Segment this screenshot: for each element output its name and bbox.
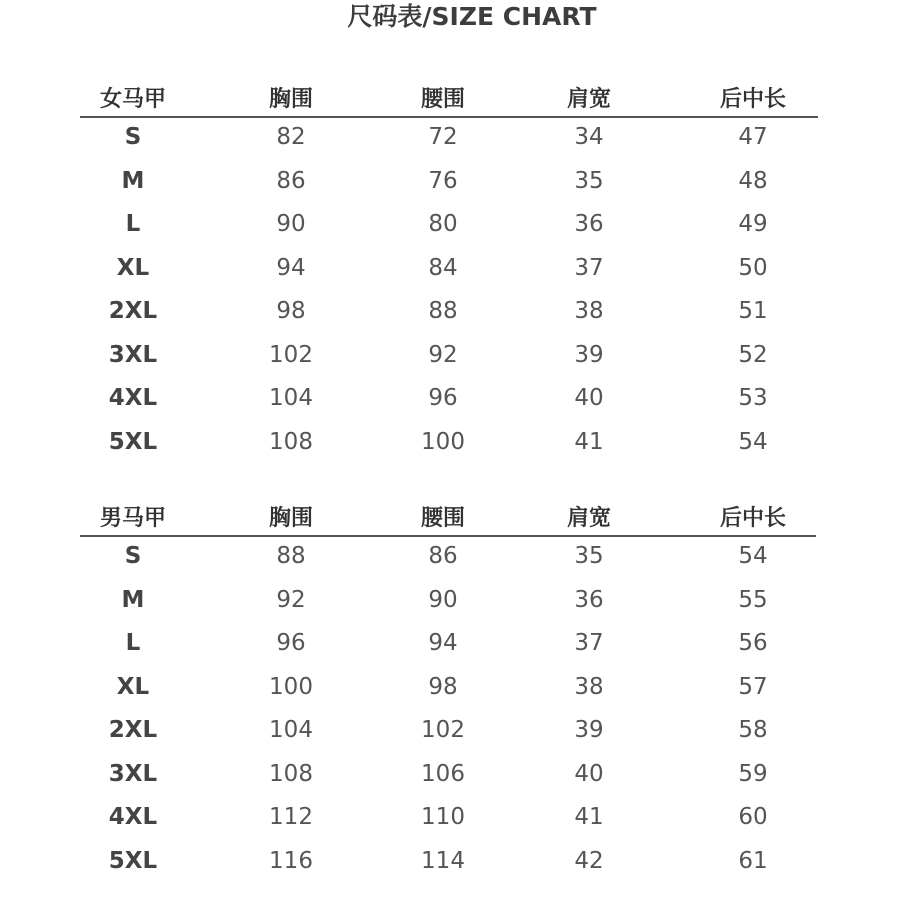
shoulder-cell: 36 xyxy=(574,211,604,237)
size-cell: 3XL xyxy=(108,341,158,368)
size-cell: M xyxy=(121,167,145,194)
waist-cell: 92 xyxy=(428,341,458,368)
shoulder-cell: 37 xyxy=(574,630,604,656)
header-shoulder: 肩宽 xyxy=(566,87,612,112)
waist-cell: 80 xyxy=(428,211,458,237)
back-length-cell: 53 xyxy=(738,385,768,411)
table-row xyxy=(0,423,900,467)
waist-cell: 90 xyxy=(428,586,458,613)
back-length-cell: 56 xyxy=(738,630,768,656)
waist-cell: 98 xyxy=(428,673,458,700)
size-cell: 3XL xyxy=(108,760,158,787)
table-row xyxy=(0,162,900,206)
size-cell: M xyxy=(121,586,145,613)
table-row xyxy=(0,842,900,886)
chest-cell: 92 xyxy=(276,586,306,613)
waist-cell: 88 xyxy=(428,298,458,324)
size-cell: L xyxy=(125,630,141,656)
chest-cell: 102 xyxy=(269,341,313,368)
header-chest: 胸围 xyxy=(268,506,314,531)
header-waist: 腰围 xyxy=(420,87,466,112)
shoulder-cell: 34 xyxy=(574,124,604,150)
chest-cell: 104 xyxy=(269,717,313,743)
waist-cell: 110 xyxy=(421,804,465,830)
header-shoulder: 肩宽 xyxy=(566,506,612,531)
back-length-cell: 47 xyxy=(738,124,768,150)
table-row xyxy=(0,205,900,249)
chest-cell: 108 xyxy=(269,428,313,455)
table-row xyxy=(0,292,900,336)
chest-cell: 82 xyxy=(276,124,306,150)
chest-cell: 116 xyxy=(269,847,313,874)
waist-cell: 114 xyxy=(421,847,465,874)
chest-cell: 104 xyxy=(269,385,313,411)
shoulder-cell: 40 xyxy=(574,385,604,411)
size-cell: 2XL xyxy=(108,717,158,743)
table-row xyxy=(0,336,900,380)
table-row xyxy=(0,118,900,162)
back-length-cell: 51 xyxy=(738,298,768,324)
header-garment: 男马甲 xyxy=(99,506,167,531)
size-cell: S xyxy=(124,124,142,150)
table-row xyxy=(0,668,900,712)
chest-cell: 100 xyxy=(269,673,313,700)
shoulder-cell: 37 xyxy=(574,254,604,281)
waist-cell: 94 xyxy=(428,630,458,656)
back-length-cell: 50 xyxy=(738,254,768,281)
back-length-cell: 60 xyxy=(738,804,768,830)
size-cell: 4XL xyxy=(108,385,158,411)
chest-cell: 88 xyxy=(276,543,306,569)
women-size-table xyxy=(0,78,900,466)
shoulder-cell: 35 xyxy=(574,543,604,569)
size-cell: XL xyxy=(116,673,150,700)
waist-cell: 100 xyxy=(421,428,465,455)
chest-cell: 96 xyxy=(276,630,306,656)
size-cell: L xyxy=(125,211,141,237)
waist-cell: 106 xyxy=(421,760,465,787)
table-row xyxy=(0,581,900,625)
page-title: 尺码表/SIZE CHART xyxy=(347,2,597,31)
chest-cell: 94 xyxy=(276,254,306,281)
shoulder-cell: 42 xyxy=(574,847,604,874)
shoulder-cell: 38 xyxy=(574,673,604,700)
table-row xyxy=(0,379,900,423)
back-length-cell: 54 xyxy=(738,428,768,455)
shoulder-cell: 41 xyxy=(574,804,604,830)
back-length-cell: 54 xyxy=(738,543,768,569)
chest-cell: 108 xyxy=(269,760,313,787)
header-chest: 胸围 xyxy=(268,87,314,112)
back-length-cell: 48 xyxy=(738,167,768,194)
chest-cell: 90 xyxy=(276,211,306,237)
back-length-cell: 57 xyxy=(738,673,768,700)
waist-cell: 96 xyxy=(428,385,458,411)
back-length-cell: 58 xyxy=(738,717,768,743)
shoulder-cell: 38 xyxy=(574,298,604,324)
header-waist: 腰围 xyxy=(420,506,466,531)
waist-cell: 86 xyxy=(428,543,458,569)
shoulder-cell: 35 xyxy=(574,167,604,194)
back-length-cell: 59 xyxy=(738,760,768,787)
table-row xyxy=(0,537,900,581)
shoulder-cell: 41 xyxy=(574,428,604,455)
table-header xyxy=(0,78,900,116)
chest-cell: 98 xyxy=(276,298,306,324)
size-cell: 5XL xyxy=(108,428,158,455)
waist-cell: 84 xyxy=(428,254,458,281)
size-cell: XL xyxy=(116,254,150,281)
back-length-cell: 52 xyxy=(738,341,768,368)
waist-cell: 102 xyxy=(421,717,465,743)
header-back-length: 后中长 xyxy=(719,506,787,531)
header-back-length: 后中长 xyxy=(719,87,787,112)
size-cell: 4XL xyxy=(108,804,158,830)
back-length-cell: 61 xyxy=(738,847,768,874)
size-cell: 2XL xyxy=(108,298,158,324)
header-garment: 女马甲 xyxy=(99,87,167,112)
table-row xyxy=(0,798,900,842)
size-cell: S xyxy=(124,543,142,569)
shoulder-cell: 39 xyxy=(574,717,604,743)
waist-cell: 76 xyxy=(428,167,458,194)
men-size-table xyxy=(0,497,900,885)
size-cell: 5XL xyxy=(108,847,158,874)
chest-cell: 86 xyxy=(276,167,306,194)
back-length-cell: 49 xyxy=(738,211,768,237)
back-length-cell: 55 xyxy=(738,586,768,613)
shoulder-cell: 39 xyxy=(574,341,604,368)
shoulder-cell: 40 xyxy=(574,760,604,787)
table-row xyxy=(0,755,900,799)
table-row xyxy=(0,711,900,755)
table-row xyxy=(0,624,900,668)
shoulder-cell: 36 xyxy=(574,586,604,613)
chest-cell: 112 xyxy=(269,804,313,830)
table-row xyxy=(0,249,900,293)
table-header xyxy=(0,497,900,535)
waist-cell: 72 xyxy=(428,124,458,150)
